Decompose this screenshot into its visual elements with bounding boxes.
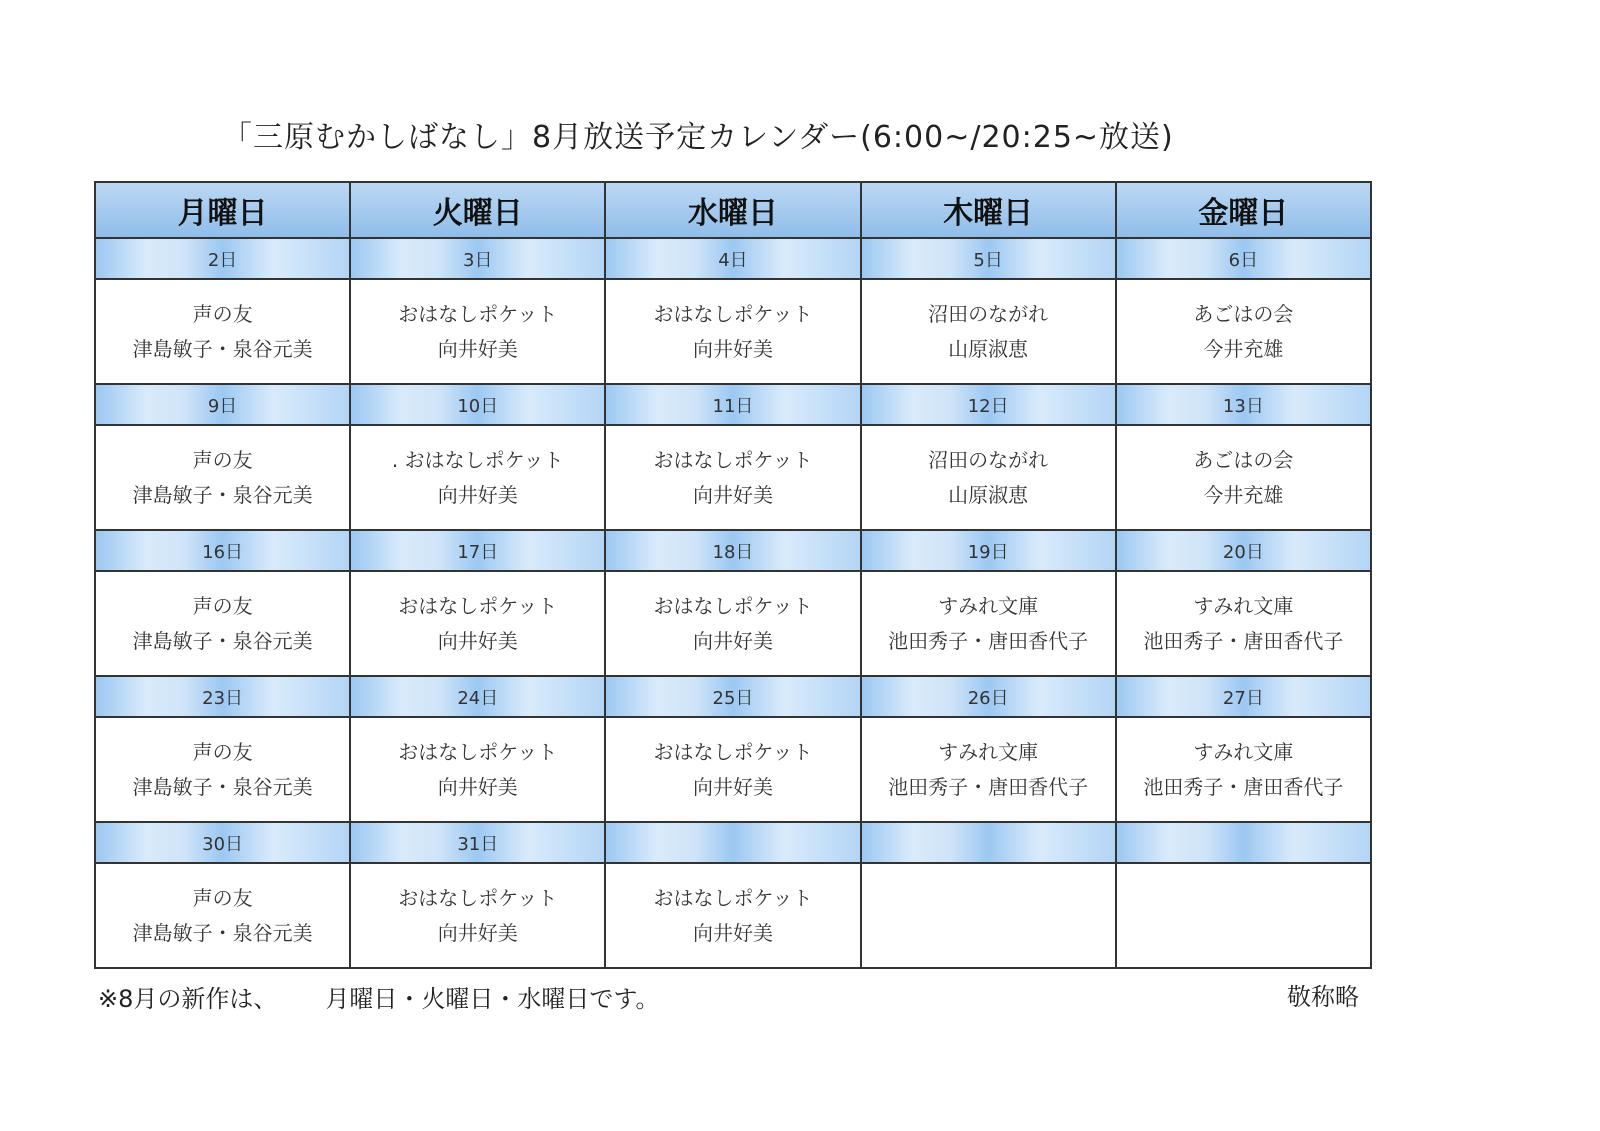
program-row xyxy=(95,717,1371,822)
weekday-header-row xyxy=(95,182,1371,238)
weekday-header-thursday: 木曜日 xyxy=(861,182,1116,238)
program-title: 声の友 xyxy=(192,301,253,326)
date-cell: 23日 xyxy=(95,676,350,717)
program-title: おはなしポケット xyxy=(653,447,813,472)
date-row xyxy=(95,676,1371,717)
program-cell xyxy=(350,717,605,822)
program-performers: 今井充雄 xyxy=(1203,336,1284,361)
page-title: 「三原むかしばなし」8月放送予定カレンダー(6:00~/20:25~放送) xyxy=(222,120,1174,155)
program-cell xyxy=(605,425,860,530)
program-cell xyxy=(95,425,350,530)
program-cell xyxy=(350,279,605,384)
weekday-header-monday: 月曜日 xyxy=(95,182,350,238)
date-cell: 12日 xyxy=(861,384,1116,425)
program-performers: 向井好美 xyxy=(692,920,773,945)
date-cell: 30日 xyxy=(95,822,350,863)
date-cell: 18日 xyxy=(605,530,860,571)
program-cell xyxy=(861,279,1116,384)
program-performers: 向井好美 xyxy=(437,482,518,507)
program-performers: 向井好美 xyxy=(437,774,518,799)
weekday-header-wednesday: 水曜日 xyxy=(605,182,860,238)
program-cell xyxy=(861,717,1116,822)
honorific-omitted-note: 敬称略 xyxy=(1287,983,1359,1011)
program-cell xyxy=(350,863,605,968)
program-performers: 山原淑恵 xyxy=(948,482,1029,507)
date-cell: 10日 xyxy=(350,384,605,425)
program-performers: 津島敏子・泉谷元美 xyxy=(132,774,313,799)
program-cell xyxy=(605,279,860,384)
program-title: あごはの会 xyxy=(1193,301,1294,326)
date-cell: 2日 xyxy=(95,238,350,279)
program-performers: 池田秀子・唐田香代子 xyxy=(1143,774,1344,799)
program-title: 声の友 xyxy=(192,593,253,618)
program-title: おはなしポケット xyxy=(398,301,558,326)
program-title: 声の友 xyxy=(192,447,253,472)
date-cell: 16日 xyxy=(95,530,350,571)
program-cell xyxy=(95,571,350,676)
program-cell xyxy=(350,571,605,676)
program-performers: 今井充雄 xyxy=(1203,482,1284,507)
new-episode-note-prefix: ※8月の新作は、 xyxy=(98,985,278,1013)
program-title: おはなしポケット xyxy=(398,885,558,910)
program-title: おはなしポケット xyxy=(653,593,813,618)
new-episode-note xyxy=(98,979,659,1014)
program-cell xyxy=(861,571,1116,676)
date-cell: 25日 xyxy=(605,676,860,717)
program-title: おはなしポケット xyxy=(653,885,813,910)
program-cell xyxy=(861,425,1116,530)
program-title: おはなしポケット xyxy=(398,593,558,618)
program-cell xyxy=(350,425,605,530)
program-performers: 向井好美 xyxy=(692,628,773,653)
program-performers: 向井好美 xyxy=(437,628,518,653)
date-cell: 24日 xyxy=(350,676,605,717)
date-cell: 9日 xyxy=(95,384,350,425)
weekday-header-friday: 金曜日 xyxy=(1116,182,1371,238)
program-performers: 向井好美 xyxy=(437,336,518,361)
program-row xyxy=(95,425,1371,530)
date-cell: 20日 xyxy=(1116,530,1371,571)
date-cell: 5日 xyxy=(861,238,1116,279)
program-performers: 池田秀子・唐田香代子 xyxy=(1143,628,1344,653)
program-performers: 池田秀子・唐田香代子 xyxy=(888,774,1089,799)
program-title: 声の友 xyxy=(192,739,253,764)
date-cell: 27日 xyxy=(1116,676,1371,717)
program-row xyxy=(95,279,1371,384)
program-title: すみれ文庫 xyxy=(938,593,1039,618)
date-cell: 3日 xyxy=(350,238,605,279)
program-title: すみれ文庫 xyxy=(1193,593,1294,618)
program-cell xyxy=(605,571,860,676)
program-title: 沼田のながれ xyxy=(928,447,1049,472)
program-cell xyxy=(95,279,350,384)
program-cell xyxy=(1116,279,1371,384)
program-cell xyxy=(1116,425,1371,530)
date-row xyxy=(95,530,1371,571)
date-cell: 26日 xyxy=(861,676,1116,717)
program-row xyxy=(95,571,1371,676)
new-episode-note-days: 月曜日・火曜日・水曜日です。 xyxy=(325,985,660,1013)
program-title: おはなしポケット xyxy=(653,301,813,326)
program-cell xyxy=(605,717,860,822)
program-title: すみれ文庫 xyxy=(1193,739,1294,764)
program-title: . おはなしポケット xyxy=(391,447,564,472)
program-performers: 津島敏子・泉谷元美 xyxy=(132,920,313,945)
program-title: おはなしポケット xyxy=(398,739,558,764)
program-cell xyxy=(861,863,1116,968)
date-cell: 19日 xyxy=(861,530,1116,571)
date-cell: 31日 xyxy=(350,822,605,863)
weekday-header-tuesday: 火曜日 xyxy=(350,182,605,238)
program-performers: 山原淑恵 xyxy=(948,336,1029,361)
program-performers: 向井好美 xyxy=(692,482,773,507)
date-cell xyxy=(605,822,860,863)
program-cell xyxy=(95,863,350,968)
program-title: あごはの会 xyxy=(1193,447,1294,472)
date-cell: 11日 xyxy=(605,384,860,425)
date-cell xyxy=(861,822,1116,863)
date-row xyxy=(95,822,1371,863)
program-title: おはなしポケット xyxy=(653,739,813,764)
broadcast-calendar xyxy=(94,181,1372,969)
date-cell: 17日 xyxy=(350,530,605,571)
program-performers: 津島敏子・泉谷元美 xyxy=(132,482,313,507)
program-title: 沼田のながれ xyxy=(928,301,1049,326)
date-cell: 4日 xyxy=(605,238,860,279)
date-cell: 6日 xyxy=(1116,238,1371,279)
program-performers: 向井好美 xyxy=(437,920,518,945)
program-cell xyxy=(605,863,860,968)
program-title: すみれ文庫 xyxy=(938,739,1039,764)
program-row xyxy=(95,863,1371,968)
program-performers: 池田秀子・唐田香代子 xyxy=(888,628,1089,653)
program-cell xyxy=(1116,717,1371,822)
program-performers: 津島敏子・泉谷元美 xyxy=(132,336,313,361)
program-performers: 津島敏子・泉谷元美 xyxy=(132,628,313,653)
date-row xyxy=(95,238,1371,279)
program-cell xyxy=(95,717,350,822)
program-cell xyxy=(1116,571,1371,676)
program-title: 声の友 xyxy=(192,885,253,910)
date-cell: 13日 xyxy=(1116,384,1371,425)
program-performers: 向井好美 xyxy=(692,336,773,361)
date-cell xyxy=(1116,822,1371,863)
program-cell xyxy=(1116,863,1371,968)
date-row xyxy=(95,384,1371,425)
program-performers: 向井好美 xyxy=(692,774,773,799)
